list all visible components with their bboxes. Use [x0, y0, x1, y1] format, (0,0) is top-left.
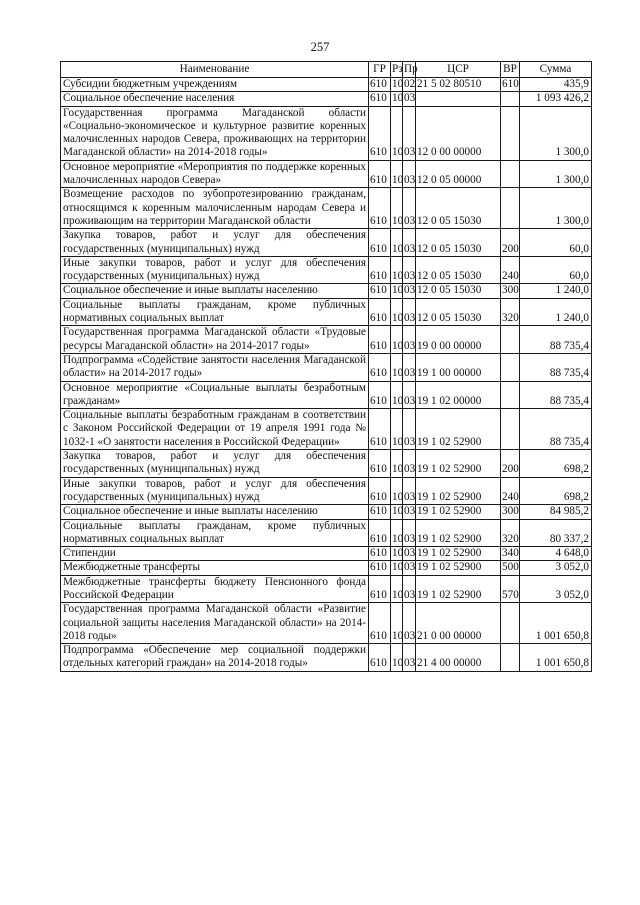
cell-pr: 03	[403, 353, 416, 381]
header-pr: Пр	[403, 62, 416, 78]
cell-csr	[416, 92, 501, 106]
cell-gr: 610	[369, 92, 391, 106]
table-row	[61, 229, 592, 257]
cell-rz: 10	[391, 644, 403, 672]
cell-csr: 19 1 02 52900	[416, 477, 501, 505]
table-row	[61, 188, 592, 229]
cell-gr: 610	[369, 284, 391, 298]
cell-sum: 3 052,0	[520, 561, 592, 575]
cell-name: Закупка товаров, работ и услуг для обеспечения государственных (муниципальных) нужд	[61, 229, 369, 257]
cell-rz: 10	[391, 160, 403, 188]
cell-rz: 10	[392, 284, 404, 297]
header-name: Наименование	[61, 62, 369, 78]
cell-csr: 19 1 02 52900	[416, 575, 501, 603]
cell-csr: 12 0 05 15030	[416, 229, 501, 257]
header-vr: ВР	[501, 62, 520, 78]
table-row	[61, 505, 592, 519]
table-row	[61, 106, 592, 160]
cell-vr	[501, 381, 520, 409]
cell-csr: 21 5 02 80510	[416, 78, 501, 92]
cell-name: Государственная программа Магаданской области «Трудовые ресурсы Магаданской области» на 2014-2017 годы»	[61, 326, 369, 354]
cell-sum: 698,2	[520, 477, 592, 505]
table-row	[61, 409, 592, 450]
cell-pr: 03	[403, 326, 416, 354]
cell-csr: 19 1 02 52900	[416, 547, 501, 561]
table-row	[61, 298, 592, 326]
cell-pr: 03	[403, 160, 416, 188]
cell-sum: 1 001 650,8	[520, 644, 592, 672]
cell-gr: 610	[369, 547, 391, 561]
table-body	[61, 78, 592, 672]
cell-pr: 03	[403, 519, 416, 547]
cell-csr: 19 1 02 52900	[416, 561, 501, 575]
table-header	[61, 62, 592, 78]
cell-vr	[501, 409, 520, 450]
cell-vr: 300	[502, 505, 519, 518]
cell-rz: 10	[391, 603, 403, 644]
cell-gr: 610	[369, 78, 391, 92]
cell-rz: 10	[392, 505, 404, 518]
cell-rz: 10	[391, 229, 403, 257]
table-row	[61, 561, 592, 575]
cell-gr: 610	[369, 644, 391, 672]
cell-vr	[501, 106, 520, 160]
cell-csr: 12 0 00 00000	[416, 106, 501, 160]
cell-rz: 10	[391, 477, 403, 505]
cell-vr	[501, 160, 520, 188]
table-row	[61, 256, 592, 284]
cell-csr: 12 0 05 15030	[416, 188, 501, 229]
table-row	[61, 353, 592, 381]
cell-csr: 19 1 02 52900	[416, 519, 501, 547]
cell-name: Социальные выплаты гражданам, кроме публичных нормативных социальных выплат	[61, 298, 369, 326]
cell-pr: 03	[403, 256, 416, 284]
cell-rz: 10	[391, 326, 403, 354]
cell-sum: 1 240,0	[520, 298, 592, 326]
cell-rz: 10	[391, 298, 403, 326]
cell-name: Государственная программа Магаданской области «Развитие социальной защиты населения Магаданской области» на 2014-2018 годы»	[61, 603, 369, 644]
cell-rz: 10	[392, 561, 404, 574]
cell-name: Государственная программа Магаданской области «Социально-экономическое и культурное развитие коренных малочисленных народов Севера, проживающих на территории Магаданской области» на 2014-2018 годы»	[61, 106, 369, 160]
header-gr: ГР	[369, 62, 391, 78]
cell-name: Подпрограмма «Обеспечение мер социальной поддержки отдельных категорий граждан» на 2014-2018 годы»	[61, 644, 369, 672]
cell-sum: 60,0	[520, 256, 592, 284]
cell-csr: 19 1 00 00000	[416, 353, 501, 381]
header-row	[61, 62, 592, 78]
cell-pr: 03	[404, 505, 416, 518]
cell-csr: 12 0 05 15030	[416, 284, 501, 298]
cell-name: Иные закупки товаров, работ и услуг для обеспечения государственных (муниципальных) нужд	[61, 477, 369, 505]
cell-rz: 10	[392, 92, 404, 105]
cell-pr: 03	[403, 450, 416, 478]
cell-rz: 10	[391, 450, 403, 478]
cell-rz: 10	[391, 575, 403, 603]
cell-sum: 1 300,0	[520, 160, 592, 188]
cell-pr: 03	[403, 575, 416, 603]
cell-rz: 10	[392, 547, 404, 560]
cell-name: Социальное обеспечение и иные выплаты населению	[61, 505, 369, 519]
cell-csr: 19 1 02 00000	[416, 381, 501, 409]
cell-sum: 1 001 650,8	[520, 603, 592, 644]
cell-vr: 570	[501, 575, 520, 603]
cell-sum: 88 735,4	[520, 353, 592, 381]
cell-vr	[501, 644, 520, 672]
cell-vr: 300	[502, 284, 519, 297]
cell-pr: 03	[403, 603, 416, 644]
page-number: 257	[310, 40, 330, 54]
cell-rz: 10	[391, 409, 403, 450]
table-row	[61, 519, 592, 547]
cell-sum: 1 093 426,2	[520, 92, 592, 106]
cell-rz: 10	[391, 519, 403, 547]
cell-rz: 10	[391, 256, 403, 284]
cell-rz: 10	[391, 106, 403, 160]
cell-sum: 1 300,0	[520, 106, 592, 160]
budget-table	[60, 61, 592, 672]
table-row	[61, 644, 592, 672]
cell-vr: 610	[502, 78, 519, 90]
cell-vr: 320	[501, 298, 520, 326]
table-row	[61, 575, 592, 603]
header-sum: Сумма	[520, 62, 592, 78]
cell-vr: 320	[501, 519, 520, 547]
cell-pr: 03	[403, 188, 416, 229]
table-row	[61, 92, 592, 106]
cell-gr: 610	[369, 160, 391, 188]
table-row	[61, 160, 592, 188]
cell-sum: 435,9	[520, 78, 592, 92]
table-row	[61, 326, 592, 354]
cell-rz: 10	[391, 353, 403, 381]
cell-pr: 03	[404, 547, 416, 560]
cell-name: Основное мероприятие «Мероприятия по поддержке коренных малочисленных народов Севера»	[61, 160, 369, 188]
cell-rz: 10	[391, 381, 403, 409]
cell-name: Межбюджетные трансферты бюджету Пенсионного фонда Российской Федерации	[61, 575, 369, 603]
cell-gr: 610	[369, 477, 391, 505]
table-row	[61, 450, 592, 478]
cell-rz: 10	[391, 188, 403, 229]
cell-gr: 610	[369, 229, 391, 257]
cell-pr: 03	[403, 381, 416, 409]
cell-gr: 610	[369, 575, 391, 603]
cell-csr: 19 1 02 52900	[416, 450, 501, 478]
cell-vr	[501, 188, 520, 229]
cell-name: Субсидии бюджетным учреждениям	[61, 78, 369, 92]
cell-csr: 12 0 05 15030	[416, 298, 501, 326]
cell-rz: 10	[392, 78, 404, 90]
cell-vr	[501, 326, 520, 354]
cell-csr: 19 0 00 00000	[416, 326, 501, 354]
cell-vr: 240	[501, 256, 520, 284]
cell-vr	[501, 353, 520, 381]
table-row	[61, 603, 592, 644]
cell-csr: 21 4 00 00000	[416, 644, 501, 672]
cell-pr: 03	[403, 298, 416, 326]
cell-csr: 19 1 02 52900	[416, 505, 501, 519]
cell-gr: 610	[369, 326, 391, 354]
cell-name: Стипендии	[61, 547, 369, 561]
cell-vr: 200	[501, 229, 520, 257]
cell-gr: 610	[369, 381, 391, 409]
cell-gr: 610	[369, 256, 391, 284]
cell-pr: 03	[403, 106, 416, 160]
cell-gr: 610	[369, 561, 391, 575]
cell-pr: 03	[404, 561, 416, 574]
cell-name: Закупка товаров, работ и услуг для обеспечения государственных (муниципальных) нужд	[61, 450, 369, 478]
cell-pr: 03	[403, 229, 416, 257]
table-row	[61, 477, 592, 505]
cell-sum: 4 648,0	[520, 547, 592, 561]
table-row	[61, 547, 592, 561]
cell-sum: 88 735,4	[520, 381, 592, 409]
cell-pr: 03	[403, 409, 416, 450]
cell-vr: 200	[501, 450, 520, 478]
cell-gr: 610	[369, 409, 391, 450]
cell-name: Возмещение расходов по зубопротезированию гражданам, относящимся к коренным малочисленным народам Севера и проживающим на территории Магаданской области	[61, 188, 369, 229]
cell-gr: 610	[369, 519, 391, 547]
cell-name: Основное мероприятие «Социальные выплаты безработным гражданам»	[61, 381, 369, 409]
cell-gr: 610	[369, 188, 391, 229]
cell-sum: 84 985,2	[520, 505, 592, 519]
cell-name: Социальное обеспечение и иные выплаты населению	[61, 284, 369, 298]
cell-vr: 240	[501, 477, 520, 505]
table-row	[61, 78, 592, 92]
cell-gr: 610	[369, 353, 391, 381]
cell-gr: 610	[369, 106, 391, 160]
cell-pr: 03	[403, 477, 416, 505]
cell-gr: 610	[369, 603, 391, 644]
cell-name: Социальные выплаты гражданам, кроме публичных нормативных социальных выплат	[61, 519, 369, 547]
cell-sum: 80 337,2	[520, 519, 592, 547]
cell-name: Иные закупки товаров, работ и услуг для обеспечения государственных (муниципальных) нужд	[61, 256, 369, 284]
cell-csr: 12 0 05 15030	[416, 256, 501, 284]
cell-pr: 03	[403, 644, 416, 672]
cell-gr: 610	[369, 298, 391, 326]
cell-sum: 1 300,0	[520, 188, 592, 229]
cell-name: Социальное обеспечение населения	[61, 92, 369, 106]
table-row	[61, 284, 592, 298]
cell-vr: 500	[502, 561, 519, 574]
table-row	[61, 381, 592, 409]
cell-csr: 19 1 02 52900	[416, 409, 501, 450]
cell-sum: 60,0	[520, 229, 592, 257]
cell-csr: 21 0 00 00000	[416, 603, 501, 644]
cell-gr: 610	[369, 450, 391, 478]
cell-name: Социальные выплаты безработным гражданам в соответствии с Законом Российской Федерации от 19 апреля 1991 года № 1032-1 «О занятости населения в Российской Федерации»	[61, 409, 369, 450]
cell-name: Межбюджетные трансферты	[61, 561, 369, 575]
cell-sum: 3 052,0	[520, 575, 592, 603]
cell-sum: 88 735,4	[520, 326, 592, 354]
cell-vr	[501, 603, 520, 644]
header-rz: Рз	[391, 62, 403, 78]
cell-sum: 1 240,0	[520, 284, 592, 298]
cell-vr: 340	[502, 547, 519, 560]
cell-csr: 12 0 05 00000	[416, 160, 501, 188]
cell-gr: 610	[369, 505, 391, 519]
cell-name: Подпрограмма «Содействие занятости населения Магаданской области» на 2014-2017 годы»	[61, 353, 369, 381]
cell-vr	[501, 92, 520, 106]
cell-sum: 88 735,4	[520, 409, 592, 450]
header-csr: ЦСР	[416, 62, 501, 78]
cell-pr: 02	[404, 78, 416, 90]
cell-sum: 698,2	[520, 450, 592, 478]
cell-pr: 03	[404, 284, 416, 297]
cell-pr: 03	[404, 92, 416, 105]
